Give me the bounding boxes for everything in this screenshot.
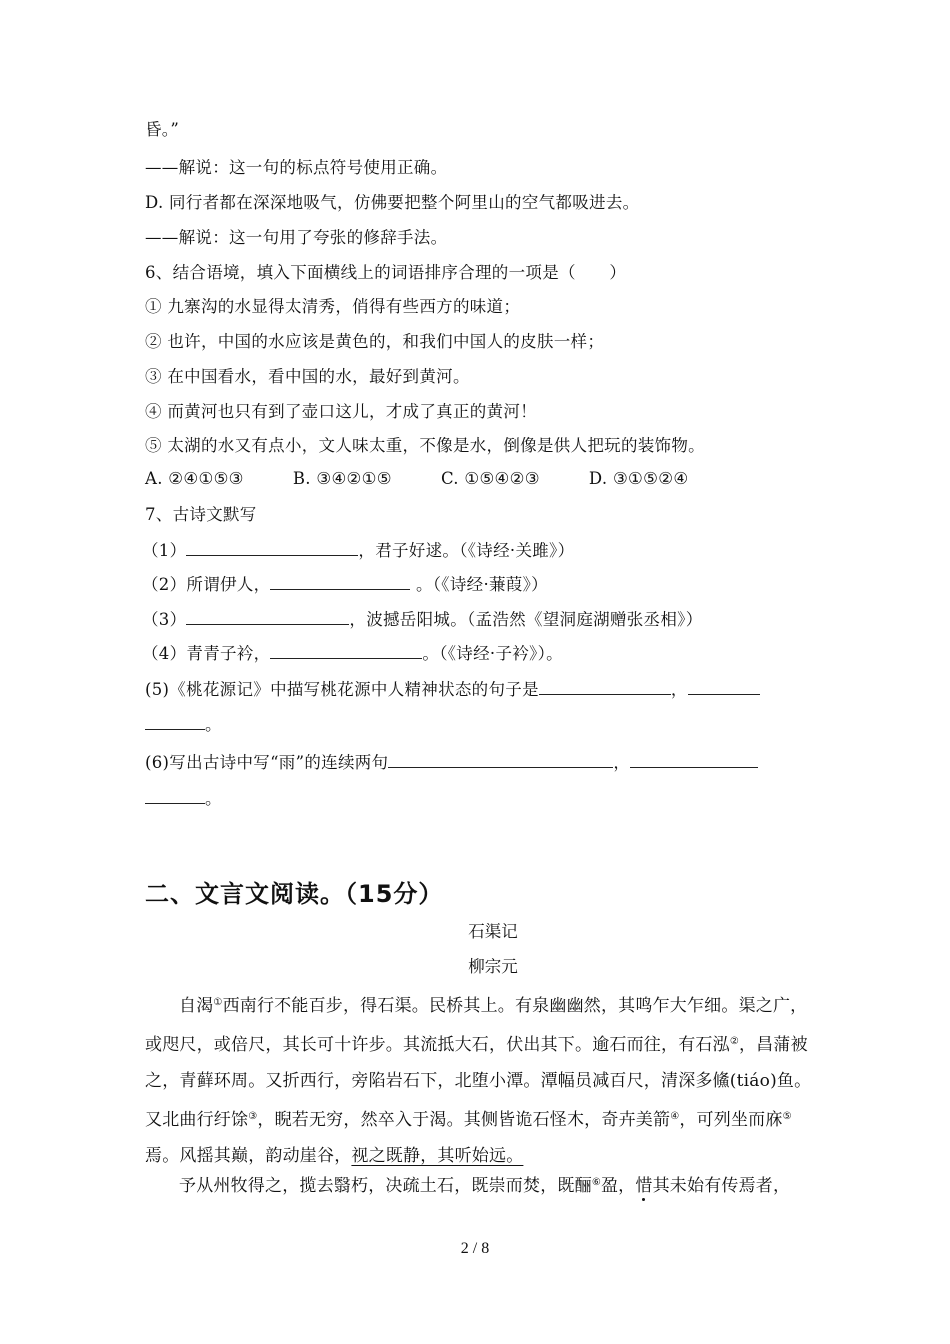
q7-part-2: （2）所谓伊人， 。（《诗经·蒹葭》） xyxy=(142,572,548,597)
answer-blank[interactable] xyxy=(388,750,613,768)
q6-options xyxy=(145,467,688,491)
q7-part-1: （1） ，君子好逑。（《诗经·关雎》） xyxy=(142,538,574,563)
page-number: 2 / 8 xyxy=(460,1240,490,1257)
footnote-marker: ⑥ xyxy=(591,1177,601,1188)
footnote-marker: ③ xyxy=(248,1111,258,1122)
q6-item-1: ① 九寨沟的水显得太清秀，俏得有些西方的味道； xyxy=(145,297,521,316)
q6-option-d[interactable]: D. ③①⑤②④ xyxy=(588,469,689,488)
q6-stem: 6、结合语境，填入下面横线上的词语排序合理的一项是（ ） xyxy=(145,263,627,282)
q6-option-b[interactable]: B. ③④②①⑤ xyxy=(292,469,392,488)
explanation-d: ——解说：这一句用了夸张的修辞手法。 xyxy=(145,228,448,247)
explanation-c: ——解说：这一句的标点符号使用正确。 xyxy=(145,158,448,177)
footnote-marker: ④ xyxy=(670,1111,680,1122)
q7-part-3: （3） ，波撼岳阳城。（孟浩然《望洞庭湖赠张丞相》） xyxy=(142,607,703,632)
answer-blank[interactable] xyxy=(145,712,205,730)
passage-author: 柳宗元 xyxy=(468,957,518,976)
footnote-marker: ⑤ xyxy=(782,1111,792,1122)
q7-part-4: （4）青青子衿， 。（《诗经·子衿》）。 xyxy=(142,641,563,666)
passage-paragraph-2: 予从州牧得之，揽去翳朽，决疏土石，既崇而焚，既酾⑥盈，惜其未始有传焉者， xyxy=(179,1176,791,1196)
answer-blank[interactable] xyxy=(145,786,205,804)
emphasized-char: 惜 xyxy=(635,1176,653,1196)
q6-option-c[interactable]: C. ①⑤④②③ xyxy=(440,469,540,488)
q6-item-5: ⑤ 太湖的水又有点小，文人味太重，不像是水，倒像是供人把玩的装饰物。 xyxy=(145,436,705,455)
answer-blank[interactable] xyxy=(630,750,758,768)
option-d-text: D. 同行者都在深深地吸气，仿佛要把整个阿里山的空气都吸进去。 xyxy=(145,193,640,212)
q6-item-3: ③ 在中国看水，看中国的水，最好到黄河。 xyxy=(145,367,470,386)
answer-blank[interactable] xyxy=(186,607,349,625)
underlined-sentence: 视之既静，其听始远。 xyxy=(351,1146,524,1166)
q7-part-5: (5)《桃花源记》中描写桃花源中人精神状态的句子是 ， xyxy=(145,677,760,702)
q6-item-2: ② 也许，中国的水应该是黄色的，和我们中国人的皮肤一样； xyxy=(145,332,605,351)
answer-blank[interactable] xyxy=(688,677,760,695)
q7-stem: 7、古诗文默写 xyxy=(145,505,257,524)
answer-blank[interactable] xyxy=(270,572,410,590)
q7-part-6: (6)写出古诗中写“雨”的连续两句 ， xyxy=(145,750,758,775)
answer-blank[interactable] xyxy=(539,677,671,695)
answer-blank[interactable] xyxy=(270,641,422,659)
q7-part-6-cont: 。 xyxy=(145,786,222,811)
text-line: 昏。” xyxy=(145,120,180,139)
q6-item-4: ④ 而黄河也只有到了壶口这儿，才成了真正的黄河！ xyxy=(145,402,537,421)
footnote-marker: ② xyxy=(729,1036,739,1047)
footnote-marker: ① xyxy=(213,997,223,1008)
answer-blank[interactable] xyxy=(186,538,358,556)
passage-paragraph-1: 自渴①西南行不能百步，得石渠。民桥其上。有泉幽幽然，其鸣乍大乍细。渠之广，或咫尺，或倍尺，其长可十许步。其流抵大石，伏出其下。逾石而往，有石泓②，昌蒲被之，青藓环周。又折西行，旁陷岩石下，北堕小潭。潭幅员减百尺，清深多鯈(tiáo)鱼。又北曲行纡馀③，睨若无穷，然卒入于渴。其侧皆诡石怪木，奇卉美箭④，可列坐而庥⑤焉。风摇其巅，韵动崖谷，视之既静，其听始远。 xyxy=(145,996,812,1166)
passage-title: 石渠记 xyxy=(468,922,518,941)
section-heading: 二、文言文阅读。（15分） xyxy=(145,880,444,908)
q7-part-5-cont: 。 xyxy=(145,712,222,737)
q6-option-a[interactable]: A. ②④①⑤③ xyxy=(145,469,244,488)
